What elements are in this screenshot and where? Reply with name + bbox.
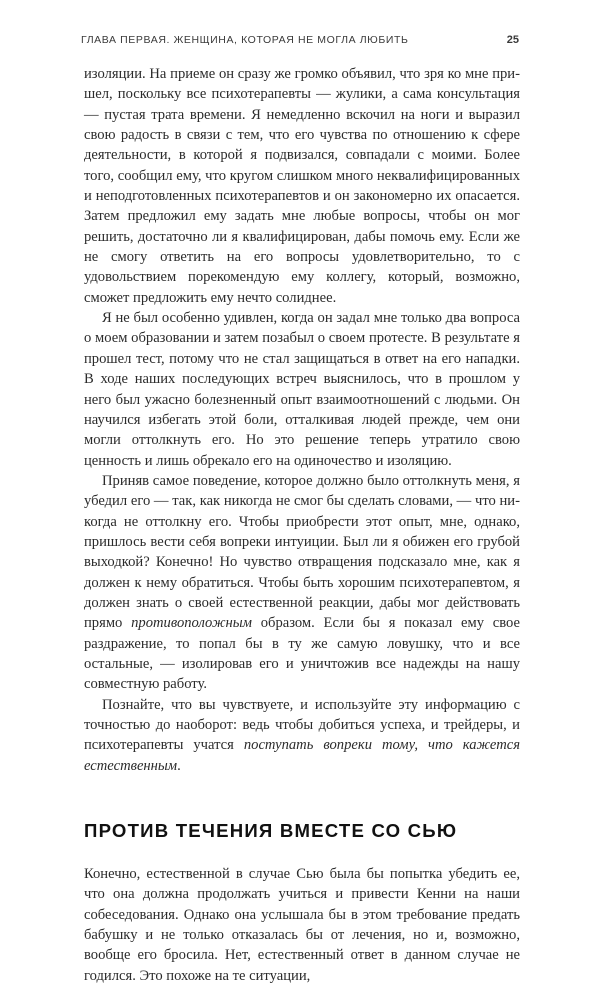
paragraph-5: Конечно, естественной в случае Сью была бы попытка убедить ее, что она должна продолжать учиться и привести Кенни на наши собеседования. Однако она услышала бы в этом требование предать бабушку и не только отказалась бы от лечения, но и, возможно, вообще его бросила. Нет, естественный ответ в данном случае не годился. Это похоже на те ситуации, bbox=[84, 866, 520, 984]
section-title: ПРОТИВ ТЕЧЕНИЯ ВМЕСТЕ СО СЬЮ bbox=[84, 820, 458, 842]
page-number: 25 bbox=[506, 34, 519, 46]
paragraph-4-emphasis: поступать вопреки тому, что кажется естественным bbox=[84, 737, 520, 774]
paragraph-4-text-b: . bbox=[177, 757, 181, 774]
paragraph-4-text-a: Познайте, что вы чувствуете, и используйте эту информацию с точностью до наоборот: ведь чтобы добиться успеха, и трейдеры, и психотерапевты учатся bbox=[84, 696, 520, 754]
paragraph-2: Я не был особенно удивлен, когда он задал мне только два вопроса о моем образовании и затем позабыл о своем протесте. В результате я прошел тест, потому что не стал защищаться в ответ на его нападки. В ходе наших последующих встреч выяснилось, что в прошлом у него был ужасно болезненный опыт взаимоотношений с людьми. Он научился избегать этой боли, отталкивая людей прежде, чем они могли оттолкнуть его. Но это решение теперь утратило свою ценность и лишь обрекало его на одиночество и изоляцию. bbox=[84, 310, 520, 469]
page-body bbox=[84, 64, 520, 986]
paragraph-3-emphasis: противоположным bbox=[131, 615, 252, 632]
paragraph-4 bbox=[84, 695, 520, 776]
running-header bbox=[81, 24, 519, 46]
paragraph-3-text-b: образом. Если бы я показал ему свое раздражение, то попал бы в ту же самую ловушку, что и все остальные, — изолировав его и уничтожив все надежды на нашу совместную работу. bbox=[84, 615, 520, 693]
paragraph-1: изоляции. На приеме он сразу же громко объявил, что зря ко мне пришел, поскольку все психотерапевты — жулики, а сама консультация — пустая трата времени. Я немедленно вскочил на ноги и выразил свою радость в связи с тем, что его чувства по отношению к сфере деятельности, в которой я подвизался, совпадали с моими. Более того, сообщил ему, что кругом слишком много неквалифицированных и неподготовленных психотерапевтов и он закономерно их опасается. Затем предложил ему задать мне любые вопросы, чтобы он мог решить, достаточно ли я квалифицирован, дабы помочь ему. Если же не смогу ответить на его вопросы удовлетворительно, то с удовольствием порекомендую ему коллегу, который, возможно, сможет предложить ему нечто солиднее. bbox=[84, 66, 520, 306]
paragraph-3 bbox=[84, 471, 520, 695]
paragraph-3-text-a: Приняв самое поведение, которое должно было оттолкнуть меня, я убедил его — так, как никогда не смог бы сделать словами, — что никогда не оттолкну его. Чтобы приобрести этот опыт, мне, однако, пришлось вести себя вопреки интуиции. Был ли я обижен его грубой выходкой? Конечно! Но чувство отвращения подсказало мне, как я должен к нему обратиться. Чтобы быть хорошим психотерапевтом, я должен знать о своей естественной реакции, дабы мог действовать прямо bbox=[84, 472, 520, 632]
running-title: ГЛАВА ПЕРВАЯ. ЖЕНЩИНА, КОТОРАЯ НЕ МОГЛА ЛЮБИТЬ bbox=[81, 34, 409, 46]
